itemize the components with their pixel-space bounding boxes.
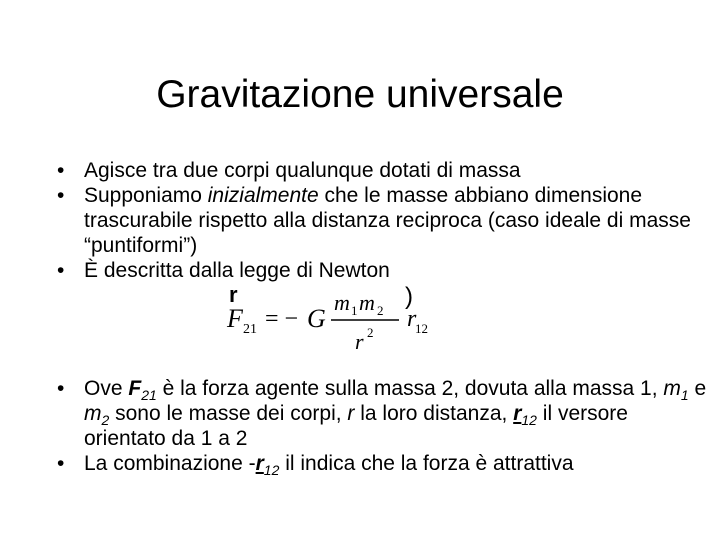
slide-title: Gravitazione universale (156, 73, 564, 116)
text-run: Ove (84, 377, 129, 400)
bullet-text: Agisce tra due corpi qualunque dotati di massa (84, 159, 521, 182)
text-run: che le masse abbiano dimensione trascurabile rispetto alla distanza reciproca (caso ideale di masse “puntiformi”) (84, 184, 691, 257)
bullet-marker: • (57, 259, 65, 282)
formula-m2-sub: 2 (377, 303, 384, 318)
newton-law-formula (57, 283, 707, 376)
formula-r: r (407, 306, 417, 332)
bullet-marker: • (57, 159, 65, 182)
formula-m1-sub: 1 (351, 303, 358, 318)
text-run: La combinazione - (84, 452, 256, 475)
bullet-item (57, 376, 707, 451)
symbol-r12-sub: 12 (263, 462, 280, 479)
bullet-list (57, 158, 707, 479)
text-run: Supponiamo (84, 184, 208, 207)
formula-r-exp: 2 (367, 325, 374, 340)
symbol-r: r (347, 402, 355, 425)
text-run: è la forza agente sulla massa 2, dovuta alla massa 1, (156, 377, 664, 400)
symbol-m2-sub: 2 (101, 412, 110, 429)
formula-r-sub: 12 (415, 321, 428, 336)
formula-paren: ) (405, 283, 413, 310)
bullet-marker: • (57, 452, 65, 475)
formula-graphic (227, 280, 447, 370)
bullet-text (84, 452, 574, 479)
formula-r-den: r (355, 329, 364, 354)
bullet-marker: • (57, 184, 65, 207)
emphasis-text: inizialmente (207, 184, 319, 207)
symbol-r12: r (255, 452, 264, 475)
bullet-item (57, 183, 707, 258)
formula-G: G (307, 304, 326, 333)
bullet-item (57, 451, 707, 479)
formula-m2: m (359, 290, 375, 315)
bullet-marker: • (57, 377, 65, 400)
text-run: il indica che la forza è attrattiva (279, 452, 574, 475)
formula-m1: m (334, 290, 350, 315)
formula-F-sub: 21 (243, 322, 257, 337)
symbol-F: F (128, 377, 142, 400)
text-run: la loro distanza, (354, 402, 514, 425)
bullet-item (57, 158, 707, 183)
vector-r-mark: r (229, 282, 238, 307)
formula-equals-minus: = − (265, 306, 299, 332)
symbol-m1: m (663, 377, 681, 400)
symbol-F-sub: 21 (141, 387, 157, 404)
bullet-text (84, 377, 706, 450)
symbol-r12-sub: 12 (521, 412, 537, 429)
symbol-m2: m (84, 402, 102, 425)
symbol-m1-sub: 1 (680, 387, 689, 404)
text-run: il versore orientato da 1 a 2 (84, 402, 628, 450)
text-run: sono le masse dei corpi, (109, 402, 348, 425)
bullet-text (84, 184, 691, 257)
text-run: e (688, 377, 707, 400)
symbol-r12: r (513, 402, 522, 425)
bullet-text: È descritta dalla legge di Newton (84, 259, 390, 282)
formula-F: F (227, 304, 243, 333)
